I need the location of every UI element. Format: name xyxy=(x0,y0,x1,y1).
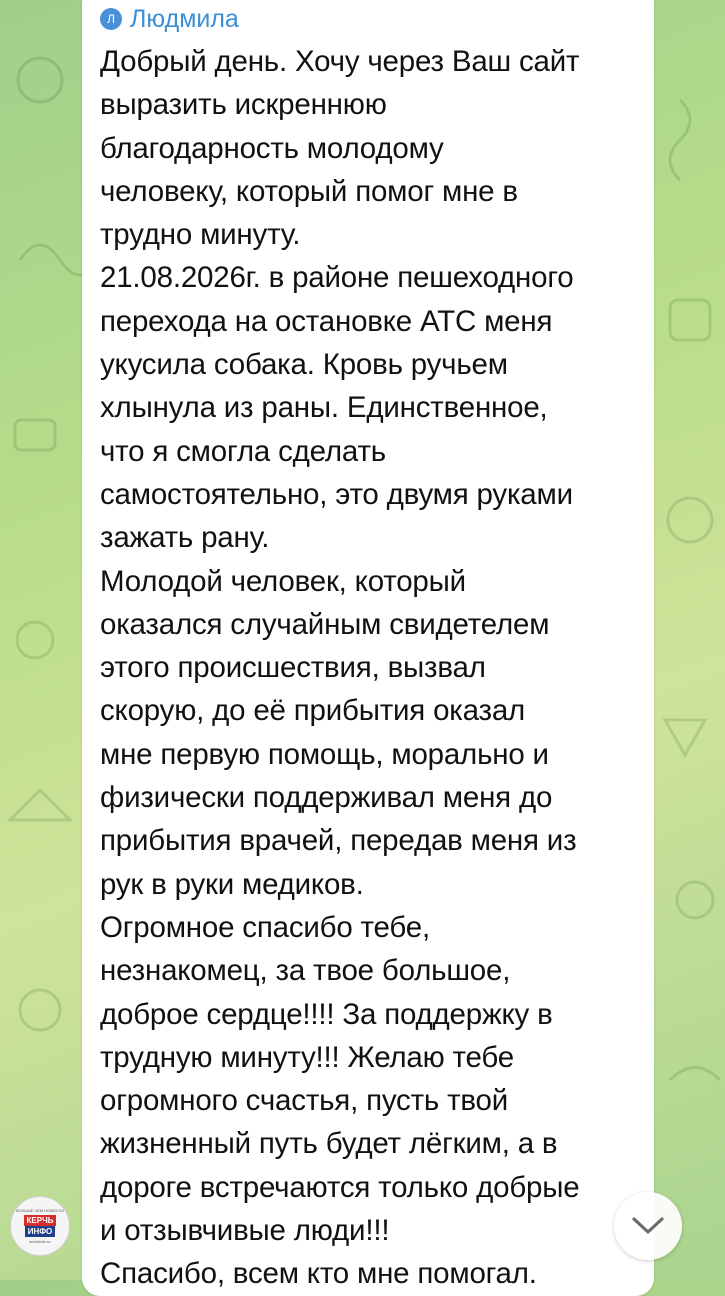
kerch-info-watermark-logo xyxy=(10,1196,70,1256)
logo-line1: КЕРЧЬ xyxy=(24,1215,57,1226)
chevron-down-icon xyxy=(631,1216,665,1236)
scroll-down-button[interactable] xyxy=(614,1192,682,1260)
message-sender[interactable] xyxy=(100,4,239,34)
logo-line2: ИНФО xyxy=(25,1226,56,1237)
sender-avatar: Л xyxy=(100,8,122,30)
logo-url: kerchinfo.ru xyxy=(29,1239,51,1244)
sender-name[interactable]: Людмила xyxy=(130,4,239,33)
message-text: Добрый день. Хочу через Ваш сайт выразить искреннюю благодарность молодому человеку, который помог мне в трудно минуту. 21.08.2026г. в районе пешеходного перехода на остановке АТС меня укусила собака. Кровь ручьем хлынула из раны. Единственное, что я смогла сделать самостоятельно, это двумя руками зажать рану. Молодой человек, который оказался случайным свидетелем этого происшествия, вызвал скорую, до её прибытия оказал мне первую помощь, морально и физически поддерживал меня до прибытия врачей, передав меня из рук в руки медиков. Огромное спасибо тебе, незнакомец, за твое большое, доброе сердце!!!! За поддержку в трудную минуту!!! Желаю тебе огромного счастья, пусть твой жизненный путь будет лёгким, а в дороге встречаются только добрые и отзывчивые люди!!! Спасибо, всем кто мне помогал. xyxy=(100,45,580,1291)
logo-tagline: БОЛЬШЕ ЧЕМ НОВОСТИ xyxy=(16,1208,64,1213)
